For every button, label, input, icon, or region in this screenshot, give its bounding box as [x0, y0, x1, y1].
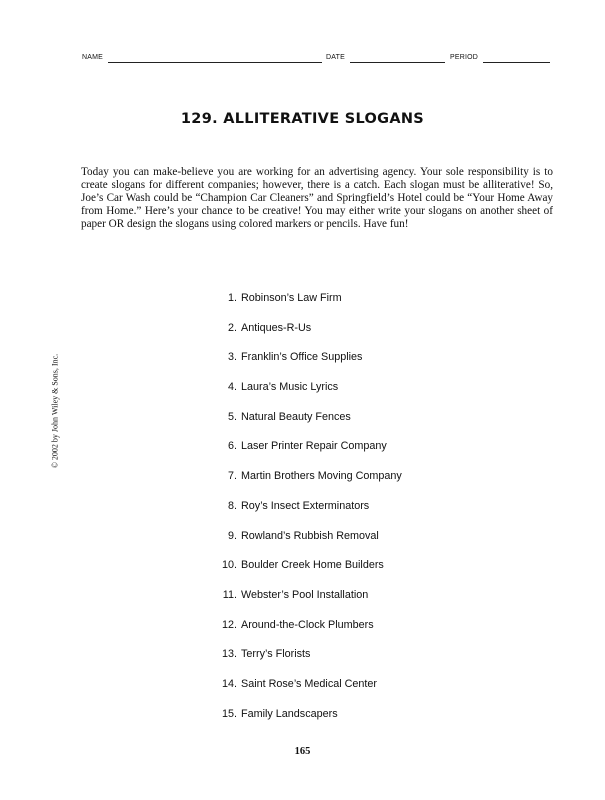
period-field[interactable] — [483, 62, 550, 63]
list-item: 10. Boulder Creek Home Builders — [221, 559, 384, 572]
list-item: 1. Robinson’s Law Firm — [227, 292, 342, 304]
company-name: Terry’s Florists — [241, 648, 311, 661]
copyright-text: © 2002 by John Wiley & Sons, Inc. — [50, 353, 60, 469]
company-name: Saint Rose’s Medical Center — [241, 677, 378, 690]
company-name: Franklin’s Office Supplies — [241, 351, 363, 364]
list-item: 9. Rowland’s Rubbish Removal — [227, 529, 379, 542]
company-name: Webster’s Pool Installation — [241, 588, 369, 601]
period-label: PERIOD — [450, 54, 479, 61]
list-item: 4. Laura’s Music Lyrics — [227, 381, 339, 394]
name-label: NAME — [82, 54, 104, 61]
instructions-paragraph: Today you can make-believe you are working for an advertising agency. Your sole responsibility is to create slogans for different companies; however, there is a catch. Each slogan must be alliterative! So, Joe’s Car Wash could be “Champion Car Cleaners” and Springfield’s Hotel could be “Your Home Away from Home.” Here’s your chance to be creative! You may either write your slogans on another sheet of paper OR design the slogans using colored markers or pencils. Have fun! — [81, 166, 553, 230]
company-name: Rowland’s Rubbish Removal — [241, 529, 379, 542]
list-item: 8. Roy’s Insect Exterminators — [227, 499, 370, 512]
company-name: Martin Brothers Moving Company — [241, 470, 402, 483]
name-field[interactable] — [108, 62, 322, 63]
company-name: Boulder Creek Home Builders — [241, 559, 384, 572]
company-name: Robinson’s Law Firm — [241, 292, 342, 304]
company-name: Laura’s Music Lyrics — [241, 381, 339, 394]
list-item: 2. Antiques-R-Us — [227, 321, 312, 334]
list-item: 7. Martin Brothers Moving Company — [227, 470, 402, 483]
company-name: Natural Beauty Fences — [241, 410, 351, 423]
worksheet-title: 129. ALLITERATIVE SLOGANS — [180, 111, 425, 127]
date-label: DATE — [326, 54, 345, 61]
list-item: 15. Family Landscapers — [221, 707, 338, 720]
date-field[interactable] — [350, 62, 445, 63]
list-item: 6. Laser Printer Repair Company — [227, 440, 387, 453]
student-info-header — [82, 54, 550, 68]
company-name: Laser Printer Repair Company — [241, 440, 387, 453]
company-list — [200, 290, 520, 735]
list-item: 11. Webster’s Pool Installation — [222, 588, 369, 601]
list-item: 13. Terry’s Florists — [221, 648, 311, 661]
company-name: Family Landscapers — [241, 707, 338, 720]
list-item: 12. Around-the-Clock Plumbers — [221, 618, 374, 631]
list-item: 14. Saint Rose’s Medical Center — [221, 677, 378, 690]
company-name: Roy’s Insect Exterminators — [241, 499, 370, 512]
list-item: 5. Natural Beauty Fences — [227, 410, 351, 423]
company-name: Around-the-Clock Plumbers — [241, 618, 374, 631]
company-name: Antiques-R-Us — [241, 321, 312, 334]
page-number: 165 — [294, 746, 311, 757]
list-item: 3. Franklin’s Office Supplies — [227, 351, 363, 364]
